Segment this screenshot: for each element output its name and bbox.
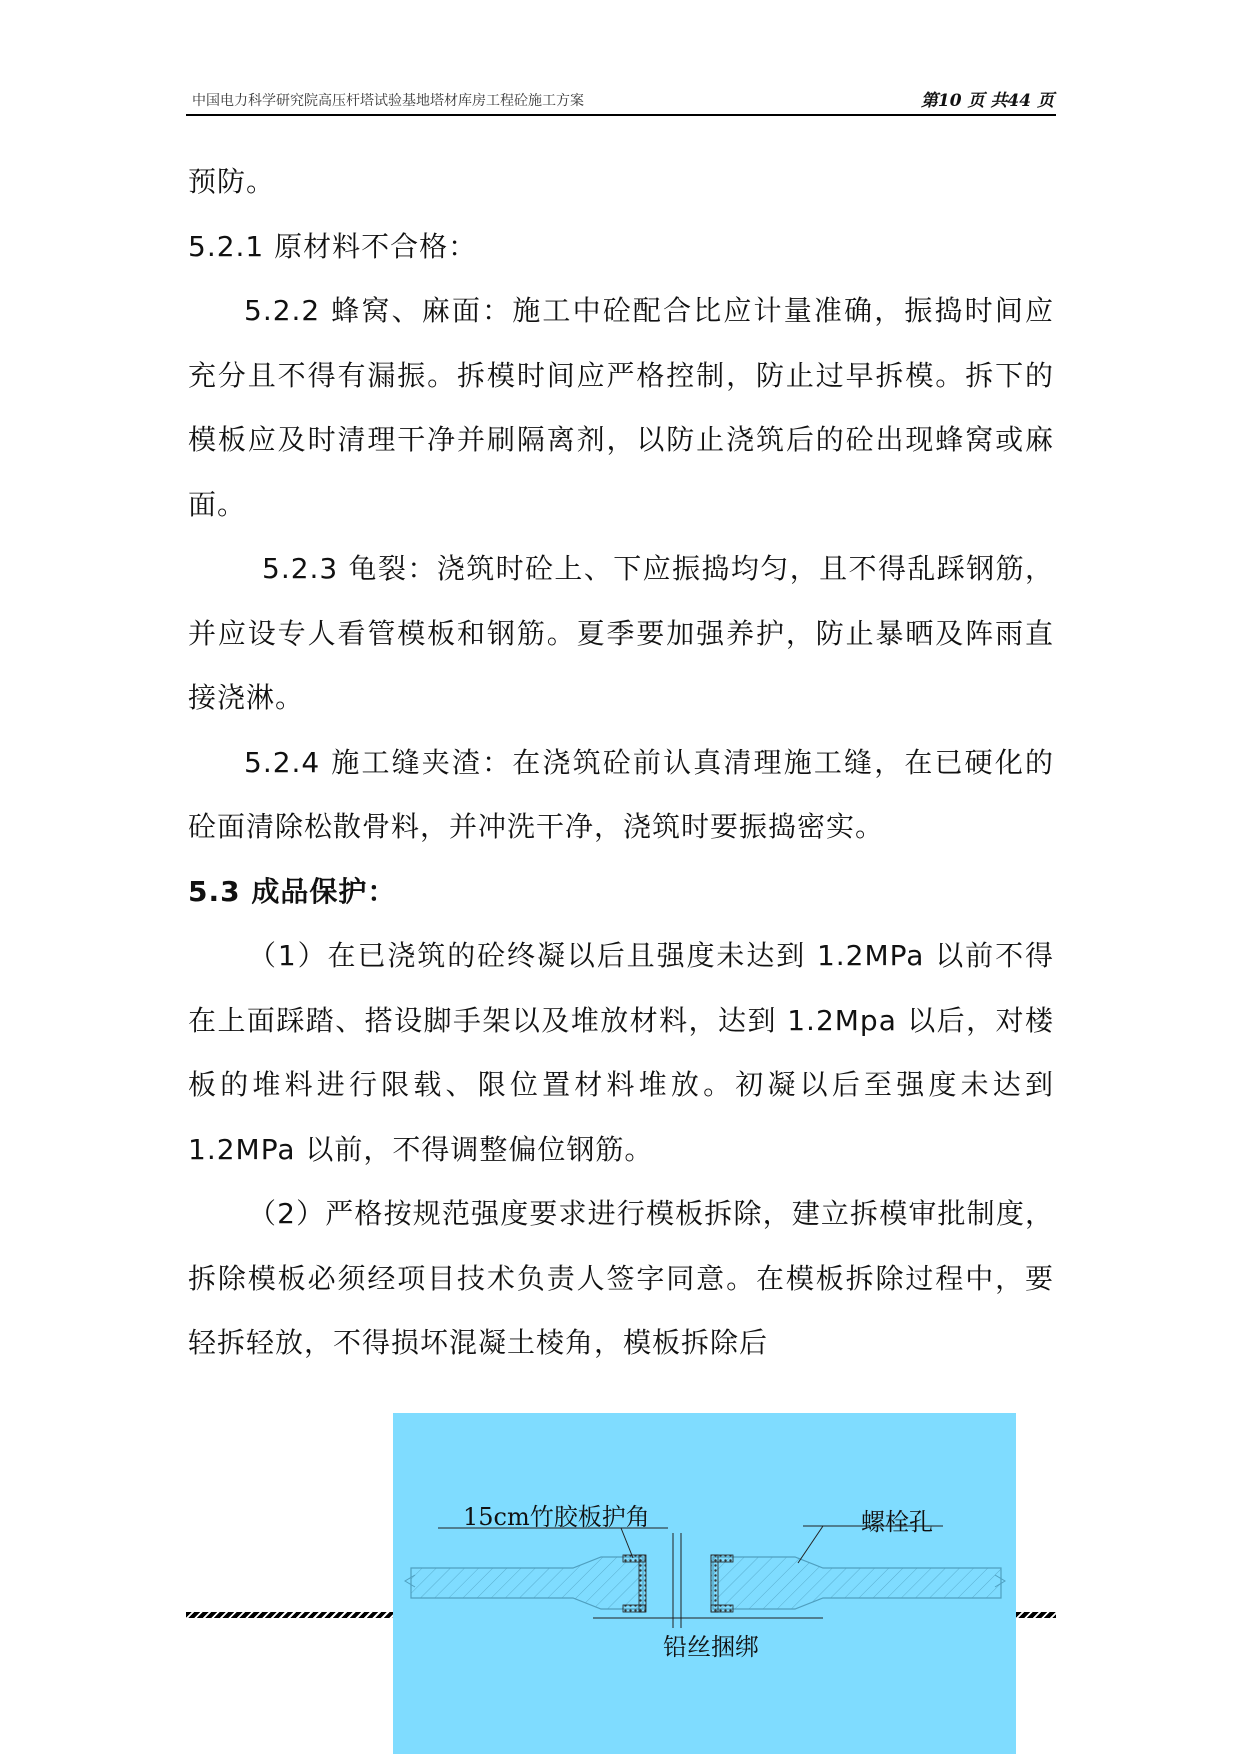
figure-drawing [393,1413,1016,1754]
paragraph: 5.2.2 蜂窝、麻面：施工中砼配合比应计量准确，振捣时间应充分且不得有漏振。拆模时间应严格控制，防止过早拆模。拆下的模板应及时清理干净并刷隔离剂，以防止浇筑后的砼出现蜂窝或麻面。 [188,294,1054,521]
label-bolt-hole: 螺栓孔 [861,1508,933,1536]
section-heading: 5.3 成品保护： [188,874,397,908]
concrete-slab-left [405,1557,643,1609]
paragraph: 5.2.4 施工缝夹渣：在浇筑砼前认真清理施工缝，在已硬化的砼面清除松散骨料，并冲洗干净，浇筑时要振捣密实。 [188,745,1054,843]
footer-divider-right [1016,1612,1056,1618]
concrete-slab-right [713,1557,1005,1609]
corner-protection-figure [393,1413,1016,1754]
construction-joint-lines [673,1533,681,1628]
body-text [188,150,1054,1376]
footer-divider-left [186,1612,393,1618]
paragraph: 5.2.3 龟裂：浇筑时砼上、下应振捣均匀，且不得乱踩钢筋，并应设专人看管模板和钢筋。夏季要加强养护，防止暴晒及阵雨直接浇淋。 [188,552,1054,714]
page-header [186,86,1056,116]
header-divider [186,114,1056,116]
label-corner-protector: 15cm竹胶板护角 [463,1503,650,1531]
label-wire-binding: 铅丝捆绑 [663,1633,759,1661]
document-title: 中国电力科学研究院高压杆塔试验基地塔材库房工程砼施工方案 [192,93,584,109]
paragraph: （2）严格按规范强度要求进行模板拆除，建立拆模审批制度，拆除模板必须经项目技术负责人签字同意。在模板拆除过程中，要轻拆轻放，不得损坏混凝土棱角，模板拆除后 [188,1197,1054,1359]
page-number: 第10 页 共44 页 [920,91,1054,111]
paragraph: 5.2.1 原材料不合格： [188,229,478,263]
paragraph: （1）在已浇筑的砼终凝以后且强度未达到 1.2MPa 以前不得在上面踩踏、搭设脚手架以及堆放材料，达到 1.2Mpa 以后，对楼板的堆料进行限载、限位置材料堆放。初凝以后至强度未达到 1.2MPa 以前，不得调整偏位钢筋。 [188,939,1054,1166]
paragraph: 预防。 [188,165,276,198]
